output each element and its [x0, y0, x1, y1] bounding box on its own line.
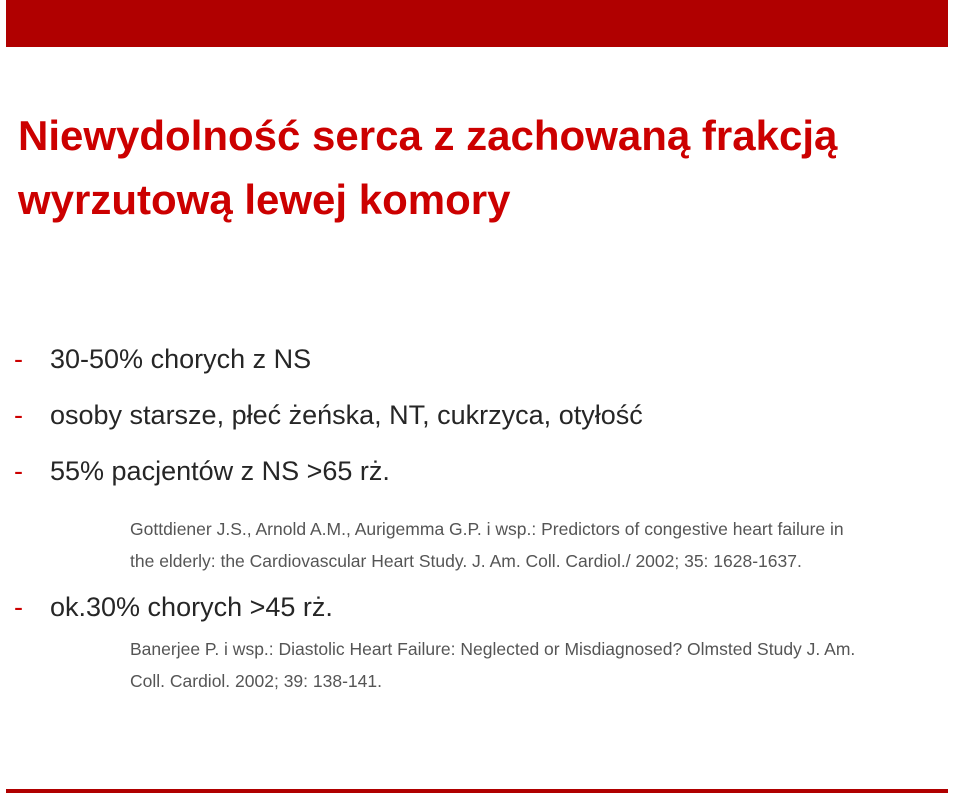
slide-title-line-1: Niewydolność serca z zachowaną frakcją [18, 112, 838, 159]
bullet-item [14, 590, 333, 624]
slide-title [18, 104, 948, 232]
reference-line: Gottdiener J.S., Arnold A.M., Aurigemma G.P. i wsp.: Predictors of congestive heart failure in [130, 519, 844, 539]
bullet-dash: - [14, 400, 23, 430]
bullet-text: ok.30% chorych >45 rż. [50, 592, 333, 622]
bullet-text: 30-50% chorych z NS [50, 344, 312, 374]
bullet-dash: - [14, 592, 23, 622]
footer-line [6, 789, 948, 793]
bullet-item [14, 398, 643, 432]
header-bar [6, 0, 948, 47]
slide-title-line-2: wyrzutową lewej komory [18, 176, 511, 223]
reference-line: the elderly: the Cardiovascular Heart Study. J. Am. Coll. Cardiol./ 2002; 35: 1628-1637. [130, 551, 802, 571]
bullet-text: osoby starsze, płeć żeńska, NT, cukrzyca, otyłość [50, 400, 643, 430]
bullet-dash: - [14, 344, 23, 374]
reference-citation [130, 513, 960, 577]
reference-line: Coll. Cardiol. 2002; 39: 138-141. [130, 671, 382, 691]
bullet-dash: - [14, 456, 23, 486]
reference-line: Banerjee P. i wsp.: Diastolic Heart Failure: Neglected or Misdiagnosed? Olmsted Study J. Am. [130, 639, 856, 659]
bullet-item [14, 454, 390, 488]
reference-citation [130, 633, 960, 697]
bullet-text: 55% pacjentów z NS >65 rż. [50, 456, 390, 486]
bullet-item [14, 342, 311, 376]
